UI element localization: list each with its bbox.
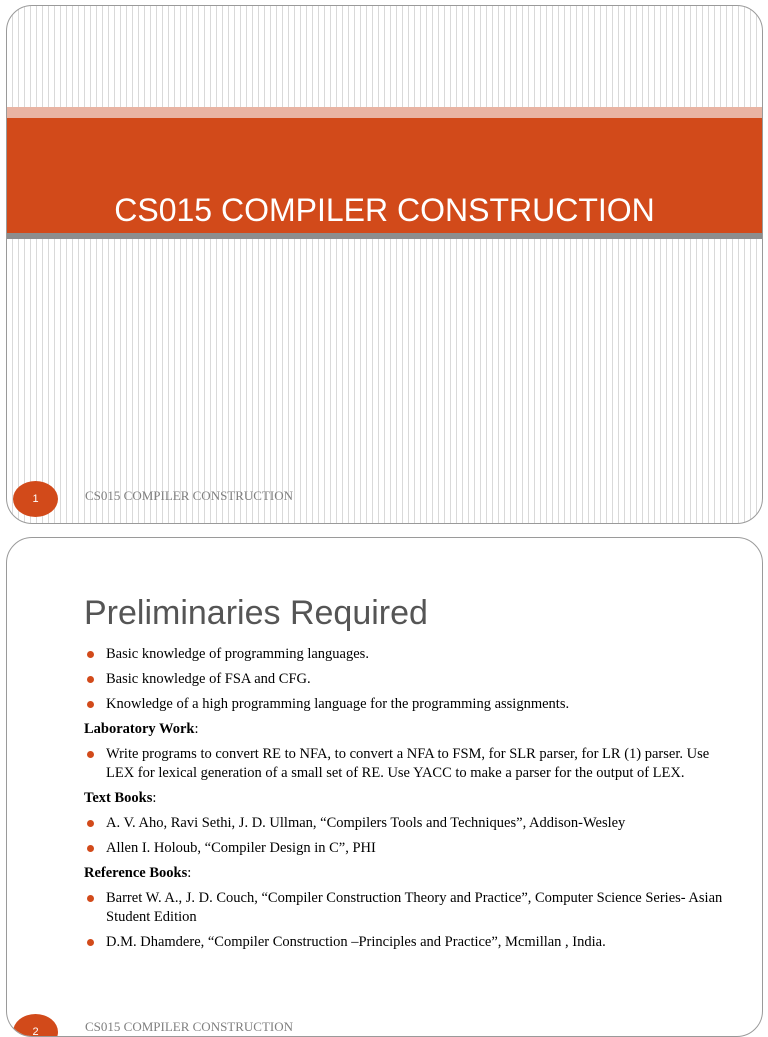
slide-number-badge: 2	[13, 1014, 58, 1037]
list-item-text: A. V. Aho, Ravi Sethi, J. D. Ullman, “Compilers Tools and Techniques”, Addison-Wesley	[106, 815, 626, 831]
list-item	[84, 933, 734, 952]
list-item	[84, 645, 734, 664]
list-item	[84, 889, 734, 927]
list-item	[84, 839, 734, 858]
section-colon: :	[187, 865, 192, 881]
section-heading-reference-books	[84, 864, 734, 883]
list-item-text: Write programs to convert RE to NFA, to convert a NFA to FSM, for SLR parser, for LR (1) parser. Use LEX for lexical generation of a small set of RE. Use YACC to make a parser for the output of LEX.	[106, 746, 710, 781]
title-band-shadow	[7, 233, 762, 239]
section-heading-text: Reference Books	[84, 865, 188, 881]
section-heading-text-books	[84, 789, 734, 808]
bullet-icon	[87, 845, 94, 852]
bullet-icon	[87, 651, 94, 658]
section-colon: :	[152, 790, 157, 806]
list-item	[84, 814, 734, 833]
list-item-text: Basic knowledge of FSA and CFG.	[106, 671, 311, 687]
slide-title: CS015 COMPILER CONSTRUCTION	[114, 192, 655, 228]
bullet-icon	[87, 939, 94, 946]
slide-2	[6, 537, 763, 1037]
section-colon: :	[194, 721, 199, 737]
section-heading-lab	[84, 720, 734, 739]
title-band-accent	[7, 107, 762, 118]
list-item-text: Barret W. A., J. D. Couch, “Compiler Construction Theory and Practice”, Computer Science Series- Asian Student Edition	[106, 890, 723, 925]
list-item-text: D.M. Dhamdere, “Compiler Construction –Principles and Practice”, Mcmillan , India.	[106, 934, 606, 950]
slide-heading: Preliminaries Required	[84, 594, 428, 632]
slide-footer: CS015 COMPILER CONSTRUCTION	[85, 488, 294, 503]
list-item	[84, 695, 734, 714]
section-heading-text: Laboratory Work	[84, 721, 195, 737]
list-item	[84, 745, 734, 783]
bullet-icon	[87, 701, 94, 708]
slide-content	[84, 645, 734, 958]
slide-1	[6, 5, 763, 524]
bullet-icon	[87, 820, 94, 827]
slide-number-badge: 1	[13, 481, 58, 517]
bullet-icon	[87, 676, 94, 683]
list-item-text: Knowledge of a high programming language for the programming assignments.	[106, 696, 570, 712]
bullet-icon	[87, 751, 94, 758]
list-item-text: Allen I. Holoub, “Compiler Design in C”, PHI	[106, 840, 376, 856]
section-heading-text: Text Books	[84, 790, 153, 806]
list-item-text: Basic knowledge of programming languages.	[106, 646, 369, 662]
bullet-icon	[87, 895, 94, 902]
list-item	[84, 670, 734, 689]
slide-footer: CS015 COMPILER CONSTRUCTION	[85, 1019, 294, 1034]
